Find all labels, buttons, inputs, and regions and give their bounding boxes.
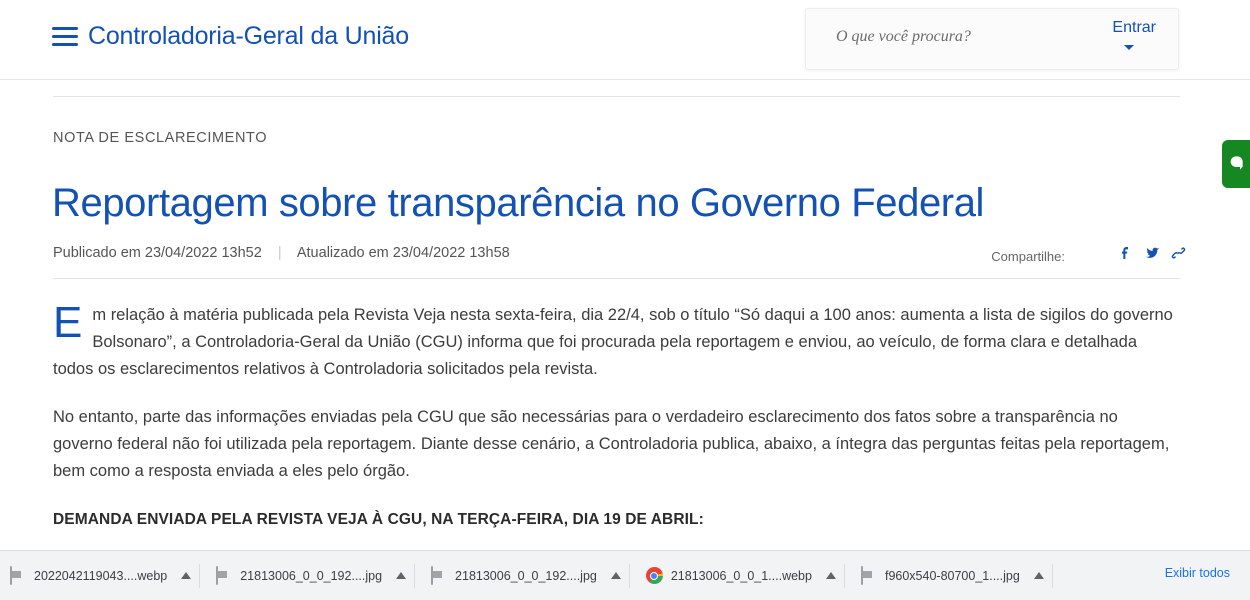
download-menu-caret[interactable]	[820, 559, 842, 593]
divider	[844, 564, 845, 588]
download-filename: f960x540-80700_1....jpg	[884, 568, 1020, 583]
dropcap: E	[53, 298, 83, 347]
article-body	[53, 298, 1180, 550]
chevron-up-icon	[826, 572, 836, 579]
file-icon	[861, 567, 877, 585]
login-button[interactable]: Entrar	[1112, 19, 1156, 36]
show-all-downloads-button[interactable]: Exibir todos	[1164, 566, 1230, 580]
download-filename: 21813006_0_0_1....webp	[670, 568, 812, 583]
download-menu-caret[interactable]	[390, 559, 412, 593]
download-filename: 21813006_0_0_192....jpg	[240, 568, 383, 583]
download-menu-caret[interactable]	[1028, 559, 1050, 593]
updated-date: Atualizado em 23/04/2022 13h58	[296, 245, 510, 261]
chrome-icon	[646, 567, 663, 584]
download-item[interactable]	[4, 559, 169, 593]
page-title: Reportagem sobre transparência no Governo Federal	[52, 180, 985, 225]
search-input[interactable]	[834, 27, 1088, 47]
accessibility-side-tab[interactable]	[1222, 140, 1250, 188]
chevron-up-icon	[181, 572, 191, 579]
downloads-bar	[0, 550, 1250, 600]
article-subheading: DEMANDA ENVIADA PELA REVISTA VEJA À CGU, NA TERÇA-FEIRA, DIA 19 DE ABRIL:	[53, 511, 704, 528]
file-icon	[216, 567, 232, 585]
share-icons	[1074, 242, 1170, 268]
chevron-down-icon[interactable]	[1124, 45, 1134, 50]
paragraph-2: No entanto, parte das informações enviadas pela CGU que são necessárias para o verdadeiro esclarecimento dos fatos sobre a transparência no governo federal não foi utilizada pela reportagem. Diante desse cenário, a Controladoria publica, abaixo, a íntegra das perguntas feitas pela reportagem, bem como a resposta enviada a eles pelo órgão.	[53, 408, 1170, 480]
download-filename: 2022042119043....webp	[34, 568, 168, 583]
file-icon	[431, 567, 447, 585]
hamburger-line	[52, 27, 78, 30]
paragraph-1	[53, 298, 1180, 383]
meta-dates	[53, 245, 510, 261]
paragraph-1-text: m relação à matéria publicada pela Revista Veja nesta sexta-feira, dia 22/4, sob o título “Só daqui a 100 anos: aumenta a lista de sigilos do governo Bolsonaro”, a Controladoria-Geral da União (CGU) informa que foi procurada pela reportagem e enviou, ao veículo, de forma clara e detalhada todos os esclarecimentos relativos à Controladoria solicitados pela revista.	[53, 306, 1173, 378]
file-icon	[10, 567, 26, 585]
divider-top	[53, 96, 1180, 97]
hamburger-line	[52, 35, 78, 38]
share-label: Compartilhe:	[991, 249, 1065, 264]
divider	[414, 564, 415, 588]
download-item[interactable]	[210, 559, 384, 593]
divider-meta	[53, 278, 1180, 279]
hamburger-line	[52, 43, 78, 46]
article-page	[0, 80, 1250, 550]
download-menu-caret[interactable]	[175, 559, 197, 593]
header-search-card	[805, 8, 1179, 70]
facebook-icon[interactable]	[1118, 245, 1134, 266]
download-item[interactable]	[640, 559, 814, 593]
site-title[interactable]: Controladoria-Geral da União	[88, 22, 409, 50]
divider	[199, 564, 200, 588]
divider	[1052, 564, 1053, 588]
chevron-up-icon	[1034, 572, 1044, 579]
article-kicker: NOTA DE ESCLARECIMENTO	[53, 130, 268, 146]
twitter-icon[interactable]	[1144, 245, 1161, 266]
copy-link-icon[interactable]	[1170, 245, 1187, 266]
chat-icon	[1228, 153, 1244, 173]
meta-separator: |	[277, 245, 282, 261]
chevron-up-icon	[611, 572, 621, 579]
hamburger-icon[interactable]	[52, 27, 78, 49]
published-date: Publicado em 23/04/2022 13h52	[53, 245, 262, 261]
download-menu-caret[interactable]	[605, 559, 627, 593]
download-filename: 21813006_0_0_192....jpg	[455, 568, 597, 583]
article-meta	[53, 245, 1180, 279]
chevron-up-icon	[396, 572, 406, 579]
site-header	[0, 0, 1250, 80]
download-item[interactable]	[855, 559, 1022, 593]
download-item[interactable]	[425, 559, 599, 593]
divider	[629, 564, 630, 588]
